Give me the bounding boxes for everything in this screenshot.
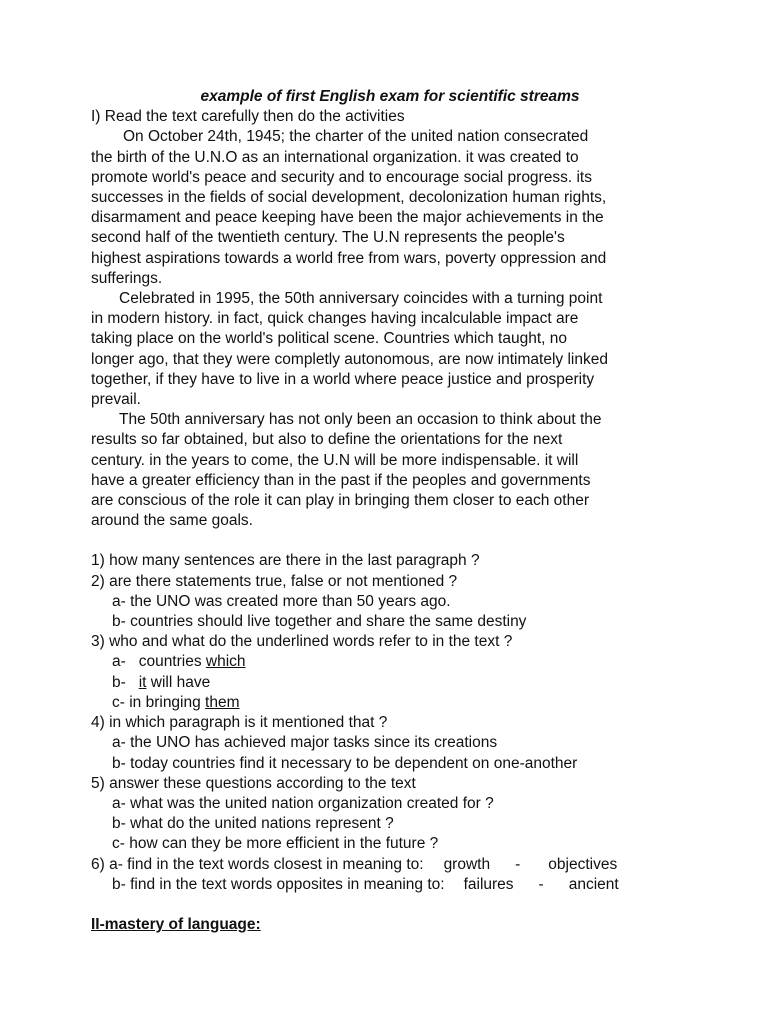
exam-content <box>91 87 681 935</box>
paragraph-3-line: have a greater efficiency than in the past if the peoples and governments <box>91 471 591 489</box>
paragraph-3-line: century. in the years to come, the U.N will be more indispensable. it will <box>91 451 579 469</box>
underlined-word-it: it <box>138 673 147 691</box>
paragraph-2-line: prevail. <box>91 391 141 409</box>
paragraph-2-line: longer ago, that they were completly autonomous, are now intimately linked <box>91 350 608 368</box>
paragraph-3-line: are conscious of the role it can play in bringing them closer to each other <box>91 492 589 510</box>
question-6-item-b-text: b- find in the text words opposites in meaning to: <box>112 875 445 893</box>
question-4-item-a: a- the UNO has achieved major tasks since its creations <box>112 734 498 752</box>
spacer <box>91 531 681 551</box>
underlined-word-which: which <box>205 653 246 671</box>
question-4-item-b: b- today countries find it necessary to be dependent on one-another <box>112 754 578 772</box>
word-separator: - <box>538 875 544 893</box>
question-3-item-b-text: b- <box>112 673 139 691</box>
paragraph-2-line: together, if they have to live in a world where peace justice and prosperity <box>91 370 595 388</box>
question-2: 2) are there statements true, false or not mentioned ? <box>91 572 458 590</box>
exam-title: example of first English exam for scientific streams <box>200 88 580 105</box>
paragraph-1-line: the birth of the U.N.O as an international organization. it was created to <box>91 148 579 166</box>
paragraph-2-line: in modern history. in fact, quick changes having incalculable impact are <box>91 310 579 328</box>
question-3-item-a <box>91 652 681 672</box>
question-2-item-b: b- countries should live together and share the same destiny <box>112 613 527 631</box>
question-5-item-b: b- what do the united nations represent ? <box>112 815 394 833</box>
question-3-item-a-text: a- countries <box>112 653 206 671</box>
section-two-heading: II-mastery of language: <box>91 915 261 933</box>
word-separator: - <box>515 855 521 873</box>
question-5: 5) answer these questions according to the text <box>91 774 416 792</box>
word-growth: growth <box>443 855 491 873</box>
paragraph-3-line: results so far obtained, but also to define the orientations for the next <box>91 431 563 449</box>
word-ancient: ancient <box>568 875 619 893</box>
paragraph-2-line: Celebrated in 1995, the 50th anniversary coincides with a turning point <box>119 290 603 308</box>
question-3-item-b-rest: will have <box>146 673 211 691</box>
question-3-item-c-text: c- in bringing <box>112 693 206 711</box>
paragraph-1-line: disarmament and peace keeping have been the major achievements in the <box>91 209 604 227</box>
word-objectives: objectives <box>548 855 618 873</box>
paragraph-1-line: sufferings. <box>91 269 163 287</box>
paragraph-2-line: taking place on the world's political scene. Countries which taught, no <box>91 330 567 348</box>
paragraph-1-line: promote world's peace and security and to encourage social progress. its <box>91 168 592 186</box>
word-failures: failures <box>463 875 514 893</box>
question-4: 4) in which paragraph is it mentioned that ? <box>91 714 388 732</box>
question-5-item-c: c- how can they be more efficient in the future ? <box>112 835 439 853</box>
question-1: 1) how many sentences are there in the last paragraph ? <box>91 552 480 570</box>
question-3-item-c <box>91 693 681 713</box>
underlined-word-them: them <box>205 693 240 711</box>
paragraph-1-line: highest aspirations towards a world free from wars, poverty oppression and <box>91 249 607 267</box>
question-6-item-b <box>91 875 681 895</box>
question-2-item-a: a- the UNO was created more than 50 years ago. <box>112 592 451 610</box>
paragraph-3-line: The 50th anniversary has not only been an occasion to think about the <box>119 411 602 429</box>
paragraph-3-line: around the same goals. <box>91 512 253 530</box>
question-6-item-a <box>91 855 681 875</box>
paragraph-1-line: second half of the twentieth century. The U.N represents the people's <box>91 229 565 247</box>
question-6-item-a-text: 6) a- find in the text words closest in meaning to: <box>91 855 424 873</box>
question-3-item-b <box>91 673 681 693</box>
paragraph-3 <box>91 410 681 531</box>
question-3: 3) who and what do the underlined words refer to in the text ? <box>91 633 513 651</box>
paragraph-1-line: successes in the fields of social development, decolonization human rights, <box>91 189 607 207</box>
paragraph-2 <box>91 289 681 410</box>
question-5-item-a: a- what was the united nation organization created for ? <box>112 794 494 812</box>
section-one-instruction: I) Read the text carefully then do the activities <box>91 108 405 126</box>
paragraph-1 <box>91 127 681 289</box>
paragraph-1-line: On October 24th, 1945; the charter of the united nation consecrated <box>123 128 589 146</box>
